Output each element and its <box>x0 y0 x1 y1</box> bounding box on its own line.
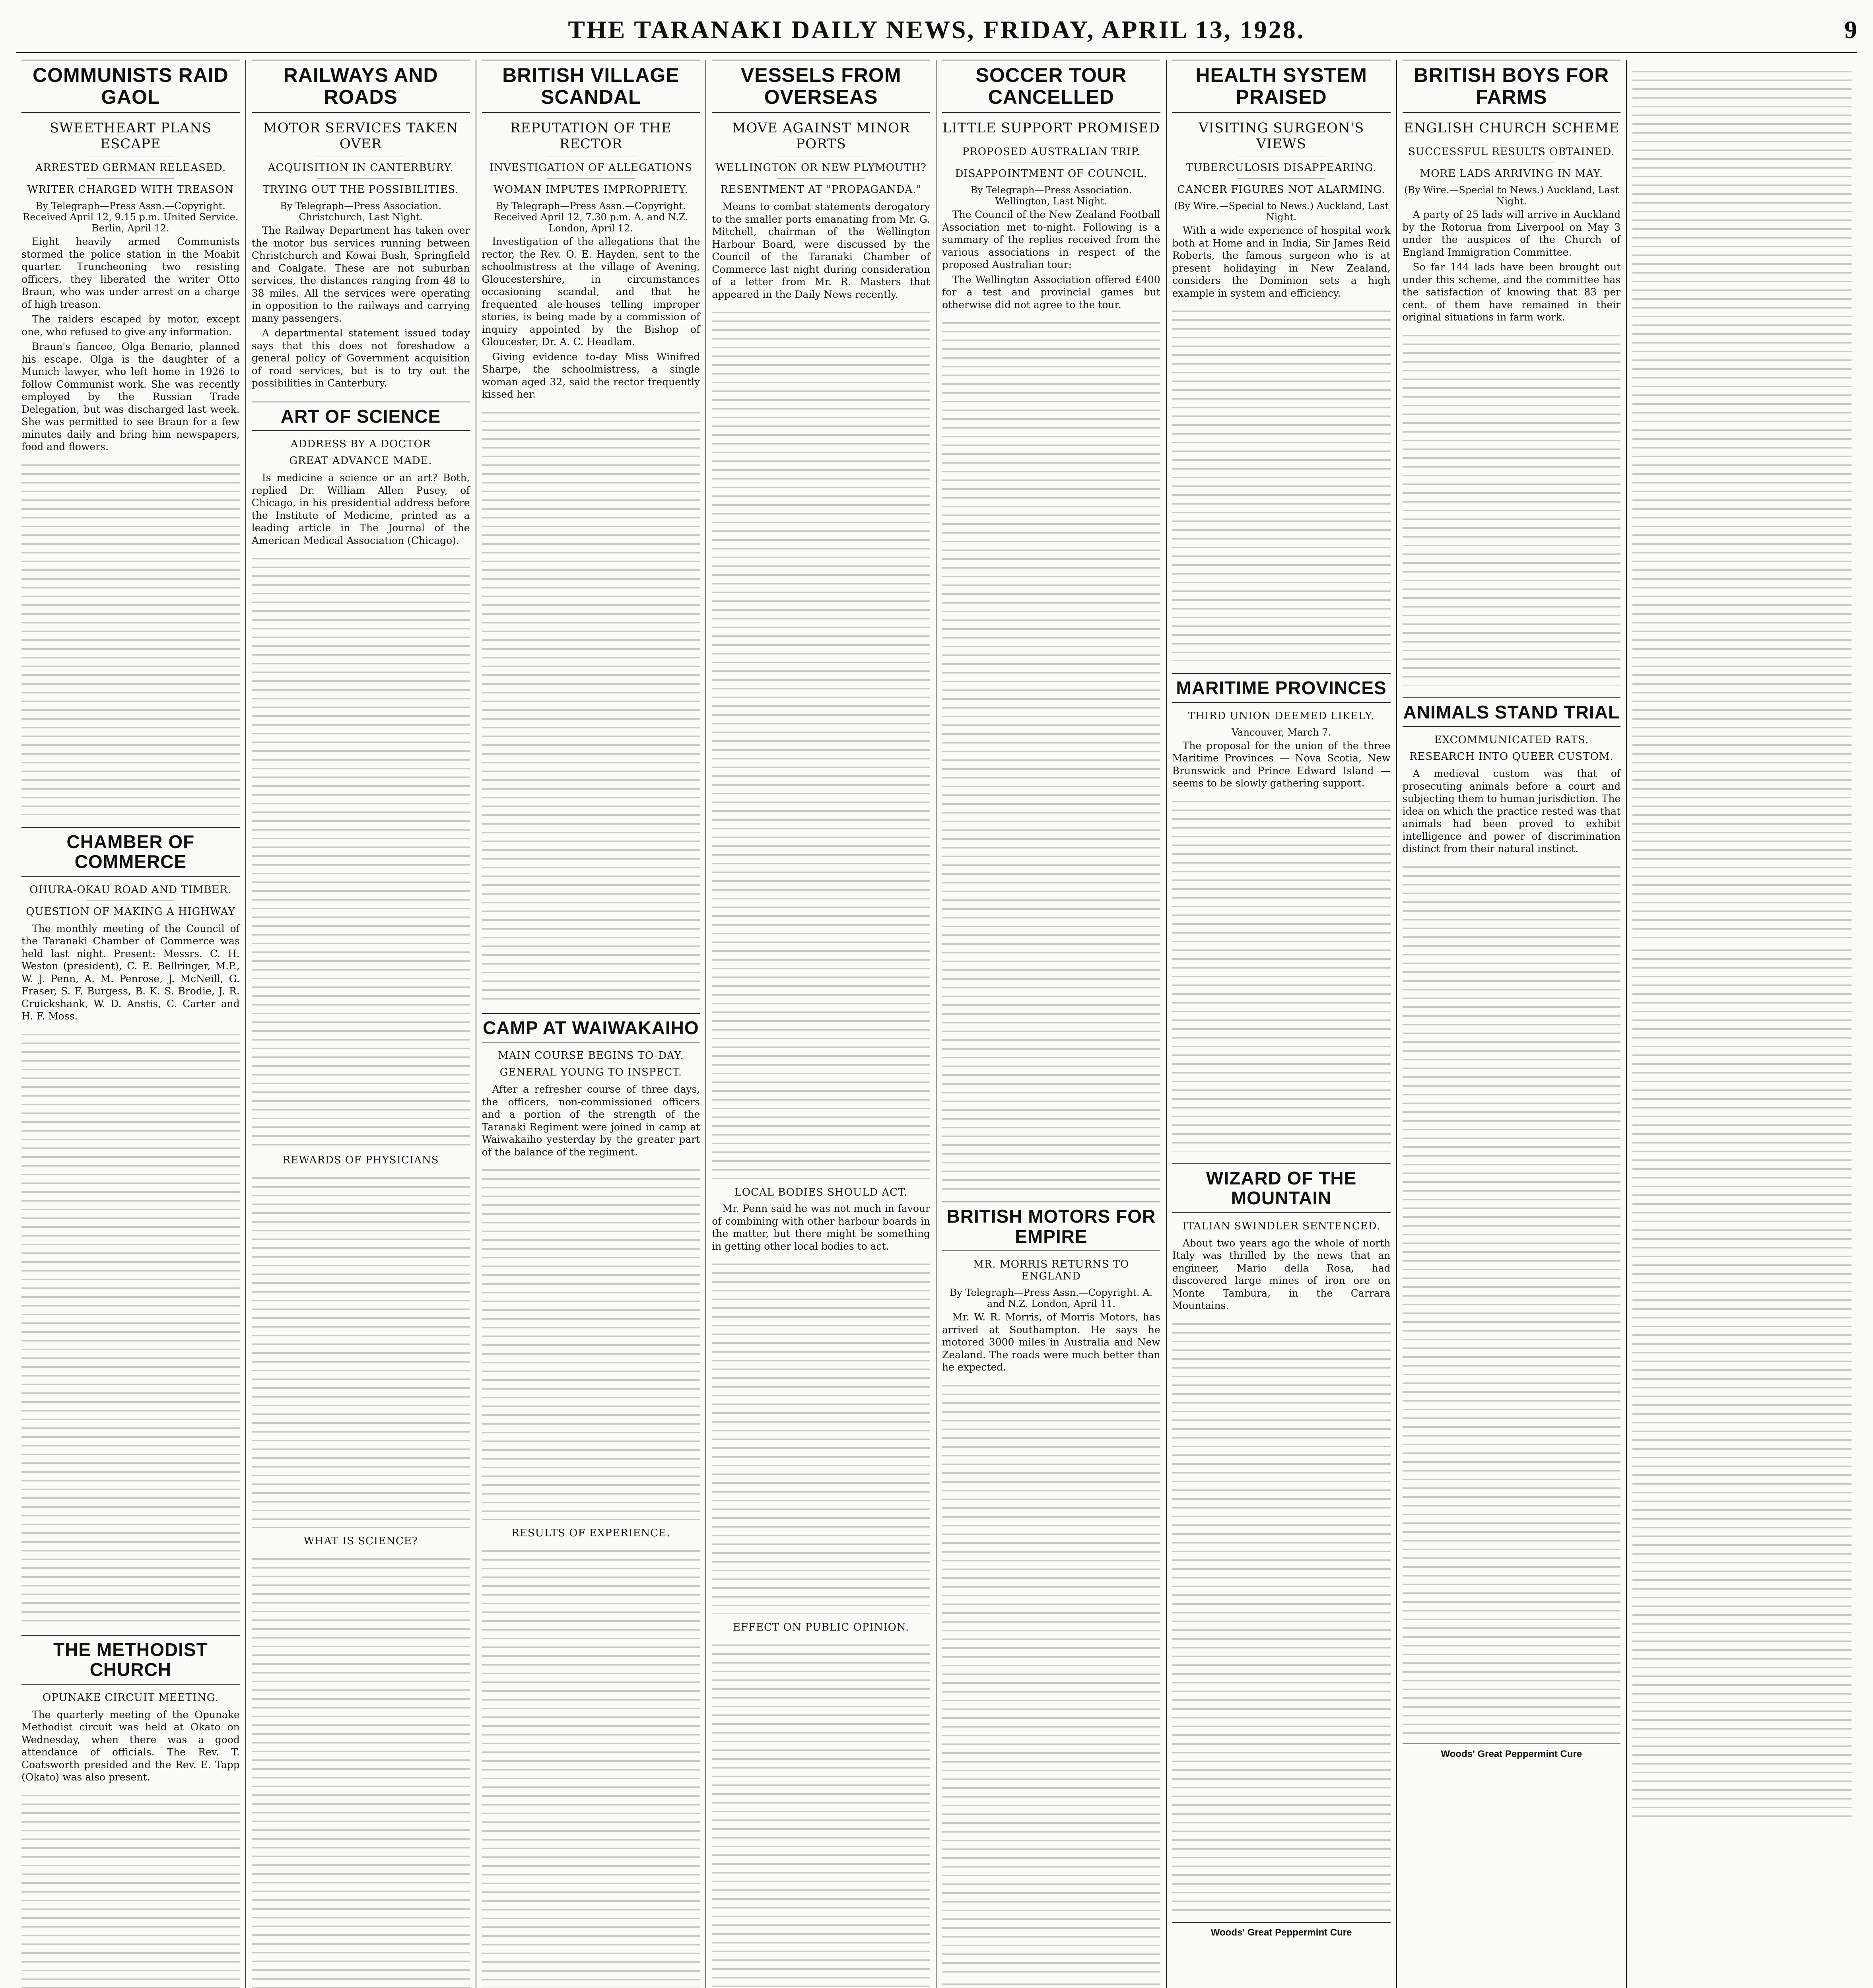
subheading: LOCAL BODIES SHOULD ACT. <box>734 1186 907 1198</box>
column-5 <box>936 60 1167 1988</box>
article-body-text <box>21 1027 240 1623</box>
advertisement: Woods' Great Peppermint Cure <box>1403 1743 1621 1760</box>
deck: THIRD UNION DEEMED LIKELY. <box>1188 710 1375 722</box>
deck: RESENTMENT AT "PROPAGANDA." <box>720 184 922 196</box>
deck: MOTOR SERVICES TAKEN OVER <box>263 120 459 152</box>
article-paragraph: The Wellington Association offered £400 for a test and provincial games but otherwise did not agree to the tour. <box>942 274 1160 311</box>
deck: SUCCESSFUL RESULTS OBTAINED. <box>1408 146 1615 158</box>
article-paragraph: A departmental statement issued today says that this does not foreshadow a general policy of Government acquisition of road services, but is to try out the possibilities in Canterbury. <box>251 327 470 389</box>
column-2 <box>246 60 476 1988</box>
headline-health-system-praised: HEALTH SYSTEM PRAISED <box>1172 60 1391 113</box>
article-paragraph: Investigation of the allegations that the rector, the Rev. O. E. Hayden, sent to the schoolmistress at the village of Avening, Gloucestershire, in circumstances occasioning scandal, and that he frequented ale-houses telling improper stories, is being made by a commission of inquiry appointed by the Bishop of Gloucester, Dr. A. C. Headlam. <box>482 236 700 348</box>
article-paragraph: Eight heavily armed Communists stormed the police station in the Moabit quarter. Truncheoning two resisting officers, they liberated the writer Otto Braun, who was under arrest on a charge of high treason. <box>21 236 240 310</box>
deck: MAIN COURSE BEGINS TO-DAY. <box>498 1050 684 1062</box>
headline-animals-stand-trial: ANIMALS STAND TRIAL <box>1403 697 1621 727</box>
article-paragraph: Mr. W. R. Morris, of Morris Motors, has arrived at Southampton. He says he motored 3000 miles in Australia and New Zealand. The roads were much better than he expected. <box>942 1311 1160 1373</box>
deck: ARRESTED GERMAN RELEASED. <box>35 162 226 174</box>
article-paragraph: The quarterly meeting of the Opunake Methodist circuit was held at Okato on Wednesday, when there was a good attendance of officials. The Rev. T. Coatsworth presided and the Rev. E. Tapp (Okato) was also present. <box>21 1708 240 1783</box>
article-paragraph: The monthly meeting of the Council of the Taranaki Chamber of Commerce was held last night. Present: Messrs. C. H. Weston (president), C. E. Bellringer, M.P., W. J. Penn, A. M. Penrose, J. McNeill, G. Fraser, S. F. Burgess, B. K. S. Brodie, J. R. Cruickshank, W. D. Anstis, C. Carter and H. F. Moss. <box>21 922 240 1022</box>
deck: OHURA-OKAU ROAD AND TIMBER. <box>29 883 232 896</box>
column-1 <box>16 60 246 1988</box>
subheading: EFFECT ON PUBLIC OPINION. <box>732 1621 909 1633</box>
dateline: By Telegraph—Press Association. Christchurch, Last Night. <box>280 200 442 223</box>
headline-vessels-from-overseas: VESSELS FROM OVERSEAS <box>712 60 930 113</box>
subheading: WHAT IS SCIENCE? <box>303 1535 418 1547</box>
dateline: By Telegraph—Press Assn.—Copyright. Received April 12, 7.30 p.m. A. and N.Z. London, April 12. <box>494 200 688 234</box>
deck: EXCOMMUNICATED RATS. <box>1434 734 1589 746</box>
article-body-text <box>1172 794 1391 1151</box>
article-paragraph: The proposal for the union of the three Maritime Provinces — Nova Scotia, New Brunswick and Prince Edward Island — seems to be slowly gathering support. <box>1172 740 1391 789</box>
article-body-text <box>21 457 240 815</box>
headline-wizard-of-the-mountain: WIZARD OF THE MOUNTAIN <box>1172 1163 1391 1213</box>
headline-methodist-church: THE METHODIST CHURCH <box>21 1635 240 1685</box>
article-body-text <box>942 315 1160 1190</box>
masthead <box>16 8 1857 53</box>
article-paragraph: The raiders escaped by motor, except one, who refused to give any information. <box>21 313 240 338</box>
article-paragraph: With a wide experience of hospital work both at Home and in India, Sir James Reid Roberts, the famous surgeon who is at present holidaying in New Zealand, considers the Dominion sets a high example in system and efficiency. <box>1172 225 1391 299</box>
article-body-text <box>1632 64 1852 938</box>
deck: ACQUISITION IN CANTERBURY. <box>268 162 454 174</box>
advertisement <box>942 1984 1160 1988</box>
column-4 <box>706 60 936 1988</box>
headline-british-motors-for-empire: BRITISH MOTORS FOR EMPIRE <box>942 1202 1160 1251</box>
article-paragraph: Braun's fiancee, Olga Benario, planned his escape. Olga is the daughter of a Munich lawyer, who left home in 1926 to follow Communist work. She was recently employed by the Russian Trade Delegation, but was discharged last week. She was permitted to see Braun for a few minutes daily and bring him newspapers, food and flowers. <box>21 341 240 452</box>
article-paragraph: Is medicine a science or an art? Both, replied Dr. William Allen Pusey, of Chicago, in his presidential address before the Institute of Medicine, printed as a leading article in The Journal of the American Medical Association (Chicago). <box>251 472 470 546</box>
deck: REPUTATION OF THE RECTOR <box>510 120 672 152</box>
deck: ITALIAN SWINDLER SENTENCED. <box>1182 1220 1380 1232</box>
deck: VISITING SURGEON'S VIEWS <box>1198 120 1364 152</box>
deck: RESEARCH INTO QUEER CUSTOM. <box>1409 751 1614 763</box>
article-paragraph: Means to combat statements derogatory to the smaller ports emanating from Mr. G. Mitchell, chairman of the Wellington Harbour Board, were discussed by the Council of the Taranaki Chamber of Commerce last night during consideration of a letter from Mr. R. Masters that appeared in the Daily News recently. <box>712 201 930 300</box>
column-3 <box>476 60 707 1988</box>
column-6 <box>1167 60 1397 1988</box>
article-body-text <box>1172 303 1391 661</box>
deck: LITTLE SUPPORT PROMISED <box>942 120 1160 136</box>
column-8 <box>1627 60 1857 1988</box>
article-body-text <box>712 1256 930 1614</box>
deck: CANCER FIGURES NOT ALARMING. <box>1177 184 1385 196</box>
article-body-text <box>482 405 700 1001</box>
article-body-text <box>1632 942 1852 1817</box>
deck: WOMAN IMPUTES IMPROPRIETY. <box>494 184 688 196</box>
article-body-text <box>942 1378 1160 1974</box>
headline-communists-raid-gaol: COMMUNISTS RAID GAOL <box>21 60 240 113</box>
subheading: RESULTS OF EXPERIENCE. <box>511 1527 670 1540</box>
paper-title: THE TARANAKI DAILY NEWS, FRIDAY, APRIL 13, 1928. <box>568 16 1305 44</box>
deck: MORE LADS ARRIVING IN MAY. <box>1420 168 1603 180</box>
article-body-text <box>21 1788 240 1988</box>
article-paragraph: Mr. Penn said he was not much in favour of combining with other harbour boards in the matter, but there might be something in getting other local bodies to act. <box>712 1203 930 1252</box>
deck: GREAT ADVANCE MADE. <box>289 455 432 467</box>
deck: WRITER CHARGED WITH TREASON <box>27 184 234 196</box>
deck: WELLINGTON OR NEW PLYMOUTH? <box>715 162 927 174</box>
dateline: (By Wire.—Special to News.) Auckland, Last Night. <box>1174 200 1389 223</box>
article-paragraph: So far 144 lads have been brought out under this scheme, and the committee has the satisfaction of knowing that 83 per cent. of them have remained in their original situations in farm work. <box>1402 261 1621 323</box>
deck: PROPOSED AUSTRALIAN TRIP. <box>962 146 1141 158</box>
article-body-text <box>712 305 930 1179</box>
article-paragraph: A medieval custom was that of prosecuting animals before a court and subjecting them to human jurisdiction. The idea on which the practice rested was that animals had been proved to exhibit intelligence and power of discrimination distinct from their natural instinct. <box>1402 768 1621 855</box>
article-body-text <box>482 1162 700 1520</box>
article-body-text <box>712 1637 930 1988</box>
deck: GENERAL YOUNG TO INSPECT. <box>499 1066 682 1079</box>
deck: TUBERCULOSIS DISAPPEARING. <box>1186 162 1377 174</box>
column-7 <box>1397 60 1627 1988</box>
headline-railways-and-roads: RAILWAYS AND ROADS <box>252 60 470 113</box>
deck: ADDRESS BY A DOCTOR <box>290 438 431 450</box>
headline-art-of-science: ART OF SCIENCE <box>252 402 470 431</box>
deck: INVESTIGATION OF ALLEGATIONS <box>489 162 692 174</box>
deck: QUESTION OF MAKING A HIGHWAY <box>26 905 235 918</box>
headline-camp-at-waiwakaiho: CAMP AT WAIWAKAIHO <box>482 1013 700 1043</box>
article-body-text <box>482 1543 700 1988</box>
deck: DISAPPOINTMENT OF COUNCIL. <box>955 168 1148 180</box>
deck: TRYING OUT THE POSSIBILITIES. <box>262 184 459 196</box>
dateline: (By Wire.—Special to News.) Auckland, Last Night. <box>1404 184 1619 207</box>
article-body-text <box>252 551 470 1147</box>
headline-soccer-tour-cancelled: SOCCER TOUR CANCELLED <box>942 60 1160 113</box>
deck: SWEETHEART PLANS ESCAPE <box>49 120 212 152</box>
article-body-text <box>252 1551 470 1988</box>
article-paragraph: The Council of the New Zealand Football Association met to-night. Following is a summary of the replies received from the various associations in respect of the proposed Australian tour: <box>942 209 1160 270</box>
advertisement: Woods' Great Peppermint Cure <box>1172 1922 1391 1938</box>
deck: MOVE AGAINST MINOR PORTS <box>732 120 910 152</box>
deck: MR. MORRIS RETURNS TO ENGLAND <box>973 1258 1129 1283</box>
deck: OPUNAKE CIRCUIT MEETING. <box>42 1691 219 1704</box>
dateline: Vancouver, March 7. <box>1232 726 1331 738</box>
columns <box>16 60 1857 1988</box>
article-body-text <box>1172 1316 1391 1912</box>
page-number: 9 <box>1844 16 1857 44</box>
deck: ENGLISH CHURCH SCHEME <box>1403 120 1620 136</box>
dateline: By Telegraph—Press Assn.—Copyright. A. and N.Z. London, April 11. <box>950 1287 1153 1310</box>
article-paragraph: The Railway Department has taken over the motor bus services running between Christchurch and Kowai Bush, Springfield and Coalgate. These are not suburban services, the distances ranging from 48 to 38 miles. All the services were operating in opposition to the railways and carrying many passengers. <box>251 225 470 324</box>
article-paragraph: After a refresher course of three days, the officers, non-commissioned officers and a portion of the strength of the Taranaki Regiment were joined in camp at Waiwakaiho yesterday by the greater part of the balance of the regiment. <box>482 1083 700 1158</box>
headline-british-village-scandal: BRITISH VILLAGE SCANDAL <box>482 60 700 113</box>
headline-chamber-of-commerce: CHAMBER OF COMMERCE <box>21 827 240 877</box>
headline-maritime-provinces: MARITIME PROVINCES <box>1172 673 1391 703</box>
article-body-text <box>1403 859 1621 1734</box>
article-body-text <box>1403 328 1621 685</box>
article-body-text <box>252 1170 470 1528</box>
dateline: By Telegraph—Press Assn.—Copyright. Received April 12, 9.15 p.m. United Service. Berlin, April 12. <box>23 200 239 234</box>
headline-british-boys-for-farms: BRITISH BOYS FOR FARMS <box>1403 60 1621 113</box>
dateline: By Telegraph—Press Association. Wellington, Last Night. <box>970 184 1132 207</box>
article-paragraph: Giving evidence to-day Miss Winifred Sharpe, the schoolmistress, a single woman aged 32, said the rector frequently kissed her. <box>482 351 700 400</box>
article-paragraph: About two years ago the whole of north Italy was thrilled by the news that an engineer, Mario della Rosa, had discovered large mines of iron ore on Monte Tambura, in the Carrara Mountains. <box>1172 1237 1391 1312</box>
article-paragraph: A party of 25 lads will arrive in Auckland by the Rotorua from Liverpool on May 3 under the auspices of the Church of England Immigration Committee. <box>1402 209 1621 258</box>
subheading: REWARDS OF PHYSICIANS <box>282 1154 439 1167</box>
